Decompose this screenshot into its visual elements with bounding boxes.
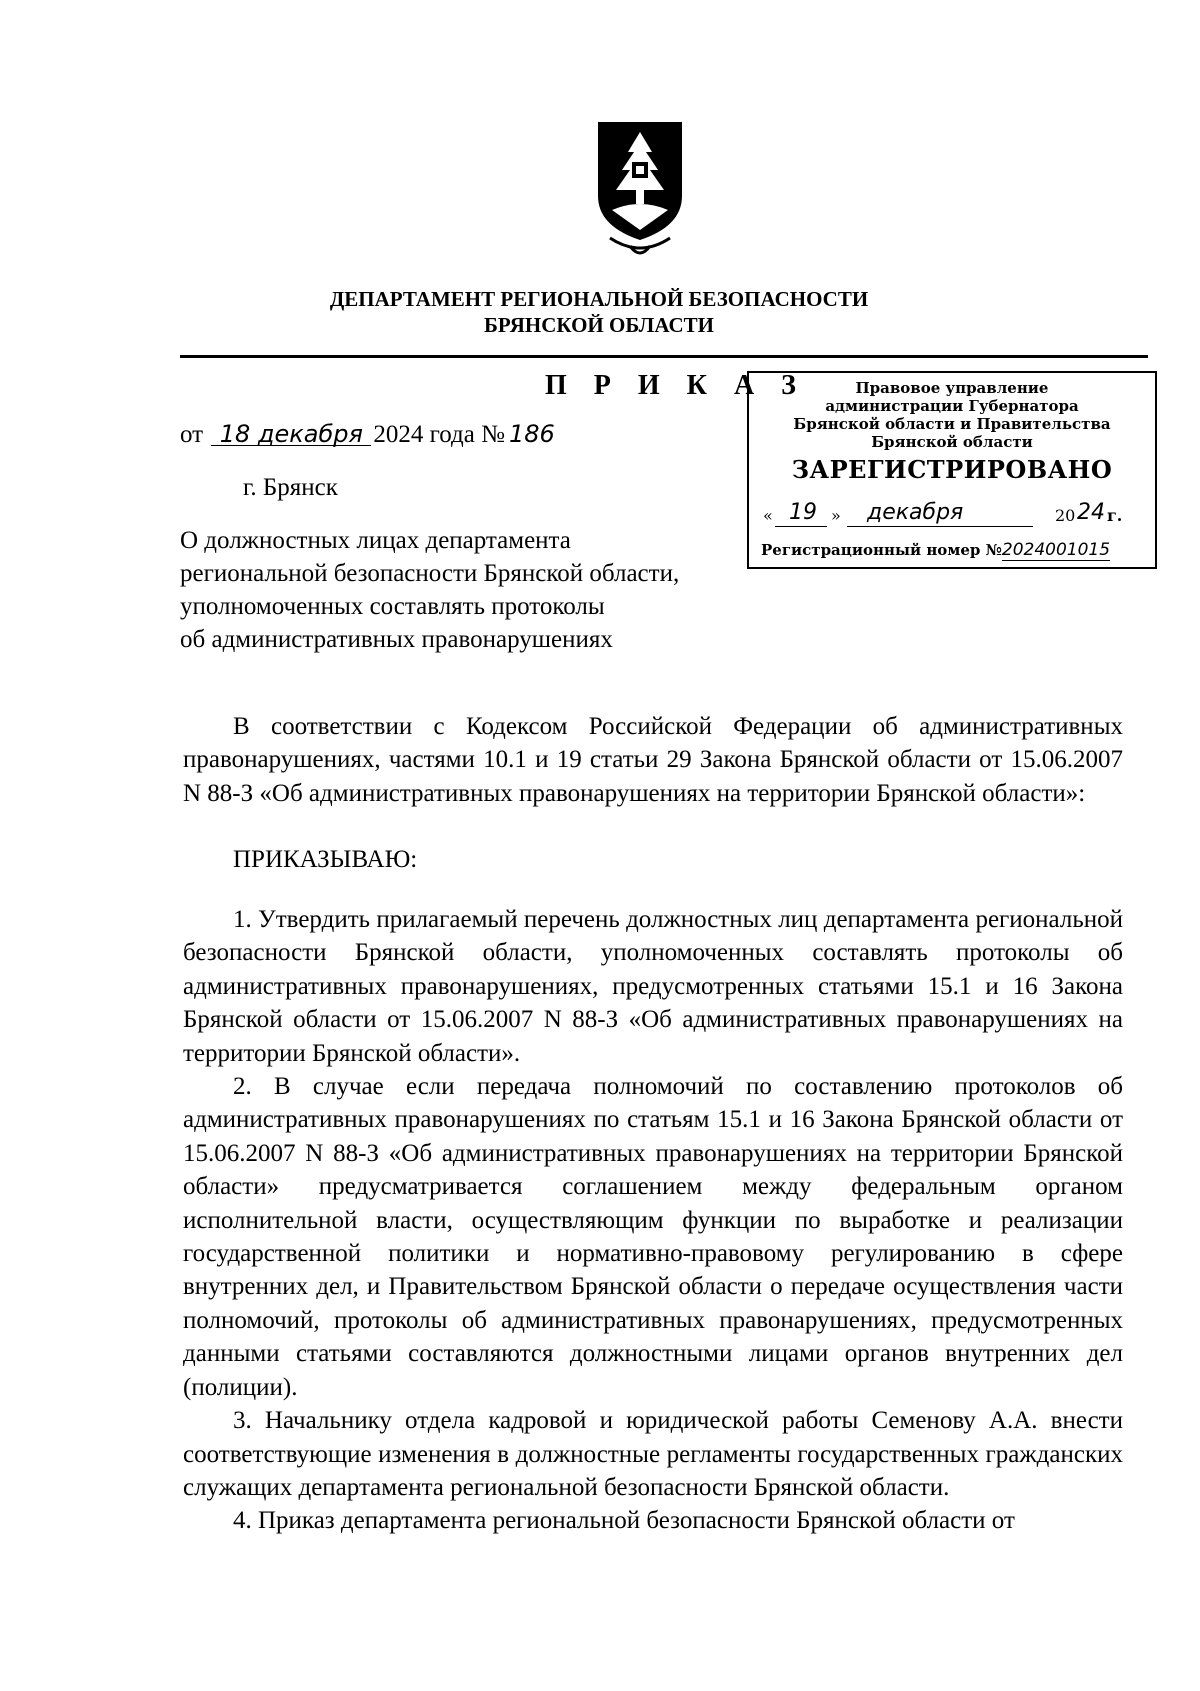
order-title: П Р И К А З bbox=[545, 370, 806, 401]
stamp-date-row bbox=[763, 500, 1145, 530]
order-subject bbox=[180, 524, 679, 656]
city: г. Брянск bbox=[243, 474, 338, 501]
department-header bbox=[0, 286, 1200, 338]
year-text: 2024 года № bbox=[373, 421, 505, 448]
order-date-line bbox=[180, 420, 579, 449]
order-items bbox=[183, 903, 1123, 1538]
stamp-line: Брянской области и Правительства bbox=[793, 415, 1111, 433]
stamp-reg-label: Регистрационный номер № bbox=[761, 541, 1002, 559]
order-item-4: 4. Приказ департамента региональной безопасности Брянской области от bbox=[233, 1507, 1015, 1535]
subject-line: об административных правонарушениях bbox=[180, 626, 613, 653]
stamp-year-suffix: г. bbox=[1107, 506, 1123, 525]
order-item-1: 1. Утвердить прилагаемый перечень должностных лиц департамента региональной безопасности Брянской области, уполномоченных составлять протоколы об административных правонарушениях, предусмотренных статьями 15.1 и 16 Закона Брянской области от 15.06.2007 N 88-З «Об административных правонарушениях на территории Брянской области». bbox=[183, 906, 1123, 1067]
subject-line: региональной безопасности Брянской области, bbox=[180, 560, 680, 587]
stamp-registered: ЗАРЕГИСТРИРОВАНО bbox=[791, 455, 1113, 484]
department-name-line2: БРЯНСКОЙ ОБЛАСТИ bbox=[484, 313, 714, 337]
order-word: ПРИКАЗЫВАЮ: bbox=[233, 846, 418, 873]
department-name-line1: ДЕПАРТАМЕНТ РЕГИОНАЛЬНОЙ БЕЗОПАСНОСТИ bbox=[329, 287, 869, 311]
handwritten-order-number: 186 bbox=[508, 420, 555, 448]
order-item-2: 2. В случае если передача полномочий по составлению протоколов об административных правонарушениях по статьям 15.1 и 16 Закона Брянской области от 15.06.2007 N 88-З «Об административных правонарушениях на территории Брянской области» предусматривается соглашением между федеральным органом исполнительной власти, осуществляющим функции по выработке и реализации государственной политики и нормативно-правовому регулированию в сфере внутренних дел, и Правительством Брянской области о передаче осуществления части полномочий, протоколы об административных правонарушениях, предусмотренных данными статьями составляются должностными лицами органов внутренних дел (полиции). bbox=[183, 1073, 1123, 1401]
preamble bbox=[183, 710, 1123, 810]
stamp-handwritten-reg-number: 2024001015 bbox=[1001, 540, 1111, 560]
header-divider bbox=[180, 355, 1148, 358]
preamble-text: В соответствии с Кодексом Российской Федерации об административных правонарушениях, частями 10.1 и 19 статьи 29 Закона Брянской области от 15.06.2007 N 88-З «Об административных правонарушениях на территории Брянской области»: bbox=[183, 713, 1123, 807]
stamp-handwritten-day: 19 bbox=[789, 500, 817, 525]
stamp-handwritten-year: 24 bbox=[1077, 500, 1105, 525]
subject-line: уполномоченных составлять протоколы bbox=[180, 593, 605, 620]
from-label: от bbox=[180, 421, 204, 448]
stamp-line: Брянской области bbox=[871, 433, 1033, 451]
stamp-quote-open: « bbox=[763, 506, 773, 525]
stamp-line: Правовое управление bbox=[855, 379, 1049, 397]
bryansk-coat-of-arms bbox=[592, 118, 688, 260]
handwritten-date: 18 декабря bbox=[211, 423, 371, 446]
stamp-line: администрации Губернатора bbox=[825, 397, 1079, 415]
stamp-handwritten-month: декабря bbox=[867, 500, 964, 525]
stamp-registration-number-row bbox=[761, 540, 1110, 560]
order-item-3: 3. Начальнику отдела кадровой и юридической работы Семенову А.А. внести соответствующие изменения в должностные регламенты государственных гражданских служащих департамента региональной безопасности Брянской области. bbox=[183, 1407, 1123, 1501]
registration-stamp bbox=[747, 371, 1157, 569]
stamp-quote-close: » bbox=[831, 506, 841, 525]
subject-line: О должностных лицах департамента bbox=[180, 527, 571, 554]
stamp-authority bbox=[749, 379, 1155, 451]
stamp-year-prefix: 20 bbox=[1055, 506, 1076, 525]
